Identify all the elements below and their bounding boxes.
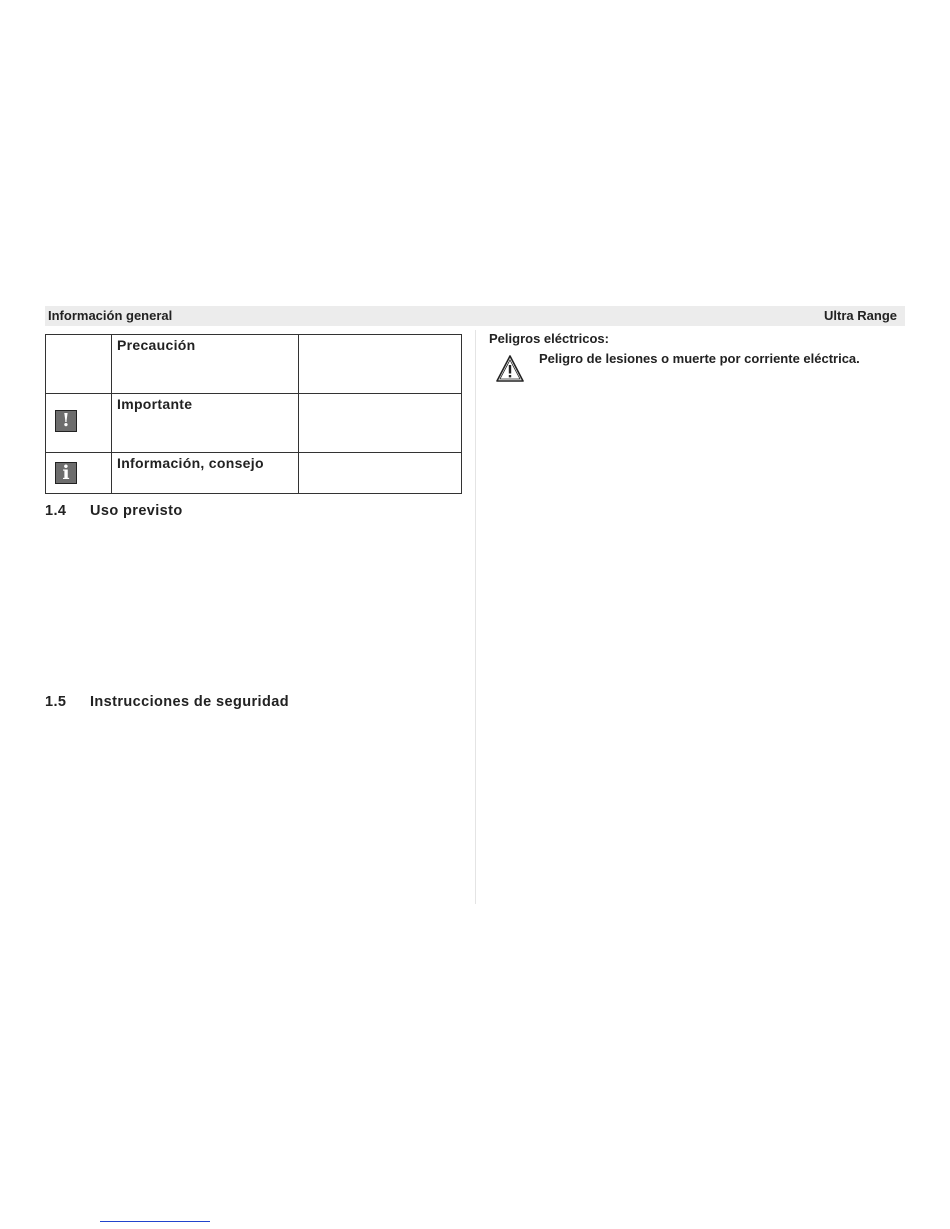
- table-row: [46, 335, 462, 394]
- section-number: 1.5: [45, 694, 67, 710]
- info-glyph: i: [62, 462, 70, 484]
- electrical-warning-text: Peligro de lesiones o muerte por corriente eléctrica.: [539, 351, 860, 366]
- symbol-label: Importante: [112, 394, 299, 453]
- header-product-name: Ultra Range: [824, 308, 897, 323]
- symbol-legend-table: [45, 334, 462, 494]
- section-heading-safety: [45, 694, 289, 710]
- exclamation-glyph: !: [62, 410, 70, 431]
- warning-triangle-icon: [495, 354, 525, 384]
- section-number: 1.4: [45, 503, 67, 519]
- description-cell: [299, 394, 462, 453]
- running-header: [45, 306, 905, 326]
- footer-link-underline[interactable]: [100, 1221, 210, 1222]
- section-title: Instrucciones de seguridad: [90, 694, 289, 710]
- description-cell: [299, 335, 462, 394]
- symbol-label: Precaución: [112, 335, 299, 394]
- icon-cell: [46, 394, 112, 453]
- electrical-hazards-heading: Peligros eléctricos:: [489, 331, 609, 346]
- table-row: [46, 394, 462, 453]
- table-row: [46, 453, 462, 494]
- symbol-label: Información, consejo: [112, 453, 299, 494]
- header-chapter-title: Información general: [48, 308, 173, 323]
- description-cell: [299, 453, 462, 494]
- icon-cell: [46, 335, 112, 394]
- icon-cell: [46, 453, 112, 494]
- section-title: Uso previsto: [90, 503, 183, 519]
- info-icon: [55, 462, 77, 484]
- exclamation-icon: [55, 410, 77, 432]
- column-divider: [475, 330, 476, 904]
- section-heading-intended-use: [45, 503, 183, 519]
